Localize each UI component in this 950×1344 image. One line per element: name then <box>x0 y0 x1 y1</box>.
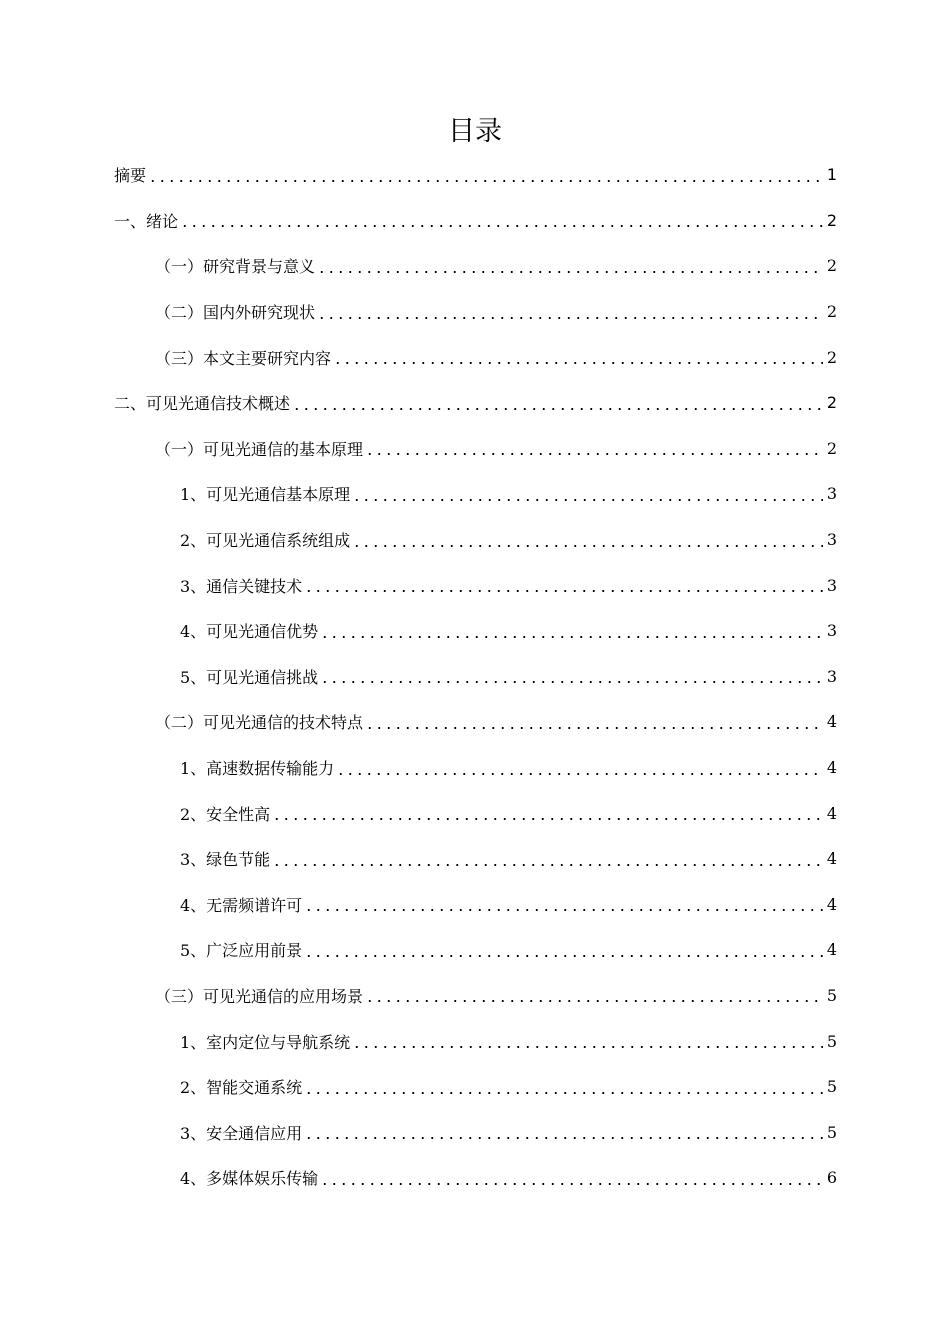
toc-dot-leader <box>336 760 823 776</box>
toc-entry-page-number: 4 <box>826 894 837 914</box>
toc-entry-label: 1、室内定位与导航系统 <box>180 1032 351 1052</box>
toc-entry[interactable] <box>114 152 837 198</box>
toc-entry-label: 4、无需频谱许可 <box>180 895 303 915</box>
toc-entry-label: 一、绪论 <box>114 211 179 231</box>
toc-entry-label: 2、智能交通系统 <box>180 1078 303 1098</box>
toc-entry[interactable] <box>114 882 837 928</box>
toc-entry[interactable] <box>114 517 837 563</box>
toc-entry-page-number: 1 <box>826 165 837 185</box>
toc-entry-label: 4、多媒体娱乐传输 <box>180 1169 319 1189</box>
toc-entry-label: 2、安全性高 <box>180 804 271 824</box>
toc-entry-page-number: 2 <box>826 302 837 322</box>
toc-entry[interactable] <box>114 836 837 882</box>
toc-entry-label: 5、广泛应用前景 <box>180 941 303 961</box>
toc-entry-label: （二）可见光通信的技术特点 <box>155 713 364 733</box>
toc-entry-label: 3、安全通信应用 <box>180 1123 303 1143</box>
toc-entry[interactable] <box>114 973 837 1019</box>
toc-entry-page-number: 3 <box>826 530 837 550</box>
toc-entry[interactable] <box>114 471 837 517</box>
toc-entry-page-number: 2 <box>826 256 837 276</box>
table-of-contents <box>114 152 837 1201</box>
toc-entry[interactable] <box>114 426 837 472</box>
toc-entry-page-number: 2 <box>826 347 837 367</box>
toc-dot-leader <box>272 805 823 821</box>
toc-entry-page-number: 2 <box>826 393 837 413</box>
toc-entry[interactable] <box>114 608 837 654</box>
toc-entry-page-number: 4 <box>826 849 837 869</box>
toc-entry[interactable] <box>114 380 837 426</box>
toc-dot-leader <box>352 532 823 548</box>
toc-entry[interactable] <box>114 243 837 289</box>
toc-entry[interactable] <box>114 1018 837 1064</box>
toc-dot-leader <box>317 304 823 320</box>
toc-entry-page-number: 5 <box>826 1122 837 1142</box>
toc-entry[interactable] <box>114 745 837 791</box>
toc-dot-leader <box>352 486 823 502</box>
toc-entry[interactable] <box>114 790 837 836</box>
toc-entry[interactable] <box>114 1109 837 1155</box>
toc-entry-label: 摘要 <box>114 166 147 186</box>
toc-entry-label: 5、可见光通信挑战 <box>180 667 319 687</box>
toc-entry-page-number: 6 <box>826 1168 837 1188</box>
toc-entry[interactable] <box>114 334 837 380</box>
toc-entry-page-number: 4 <box>826 803 837 823</box>
toc-entry-label: 二、可见光通信技术概述 <box>114 394 291 414</box>
toc-entry-label: 4、可见光通信优势 <box>180 622 319 642</box>
toc-dot-leader <box>352 1033 823 1049</box>
toc-dot-leader <box>304 942 823 958</box>
toc-entry-page-number: 3 <box>826 621 837 641</box>
toc-dot-leader <box>365 440 823 456</box>
toc-entry-label: （二）国内外研究现状 <box>155 303 316 323</box>
toc-entry-label: （三）本文主要研究内容 <box>155 348 332 368</box>
toc-entry-label: （三）可见光通信的应用场景 <box>155 986 364 1006</box>
toc-entry-page-number: 3 <box>826 484 837 504</box>
toc-entry-page-number: 3 <box>826 666 837 686</box>
toc-dot-leader <box>304 1079 823 1095</box>
toc-dot-leader <box>272 851 823 867</box>
toc-entry-label: 1、可见光通信基本原理 <box>180 485 351 505</box>
toc-entry-label: （一）可见光通信的基本原理 <box>155 439 364 459</box>
toc-entry-label: 2、可见光通信系统组成 <box>180 531 351 551</box>
toc-entry-label: 1、高速数据传输能力 <box>180 759 335 779</box>
toc-dot-leader <box>304 1124 823 1140</box>
toc-dot-leader <box>320 1170 823 1186</box>
toc-dot-leader <box>304 896 823 912</box>
toc-entry-page-number: 5 <box>826 1031 837 1051</box>
document-title: 目录 <box>448 116 502 147</box>
toc-dot-leader <box>365 714 823 730</box>
toc-entry-page-number: 2 <box>826 210 837 230</box>
toc-entry[interactable] <box>114 654 837 700</box>
toc-entry-page-number: 2 <box>826 438 837 458</box>
toc-entry[interactable] <box>114 699 837 745</box>
toc-entry[interactable] <box>114 1155 837 1201</box>
toc-entry[interactable] <box>114 927 837 973</box>
toc-entry-page-number: 4 <box>826 940 837 960</box>
toc-entry[interactable] <box>114 562 837 608</box>
toc-dot-leader <box>180 212 823 228</box>
toc-dot-leader <box>292 395 823 411</box>
toc-entry-label: 3、绿色节能 <box>180 850 271 870</box>
toc-dot-leader <box>304 577 823 593</box>
toc-dot-leader <box>320 623 823 639</box>
toc-entry-label: 3、通信关键技术 <box>180 576 303 596</box>
toc-entry-page-number: 5 <box>826 1077 837 1097</box>
toc-dot-leader <box>333 349 823 365</box>
toc-entry-label: （一）研究背景与意义 <box>155 257 316 277</box>
toc-entry[interactable] <box>114 198 837 244</box>
toc-entry[interactable] <box>114 1064 837 1110</box>
toc-dot-leader <box>320 668 823 684</box>
toc-dot-leader <box>148 167 823 183</box>
toc-entry-page-number: 3 <box>826 575 837 595</box>
toc-entry-page-number: 5 <box>826 985 837 1005</box>
toc-dot-leader <box>317 258 823 274</box>
toc-entry[interactable] <box>114 289 837 335</box>
toc-entry-page-number: 4 <box>826 758 837 778</box>
toc-dot-leader <box>365 987 823 1003</box>
toc-entry-page-number: 4 <box>826 712 837 732</box>
